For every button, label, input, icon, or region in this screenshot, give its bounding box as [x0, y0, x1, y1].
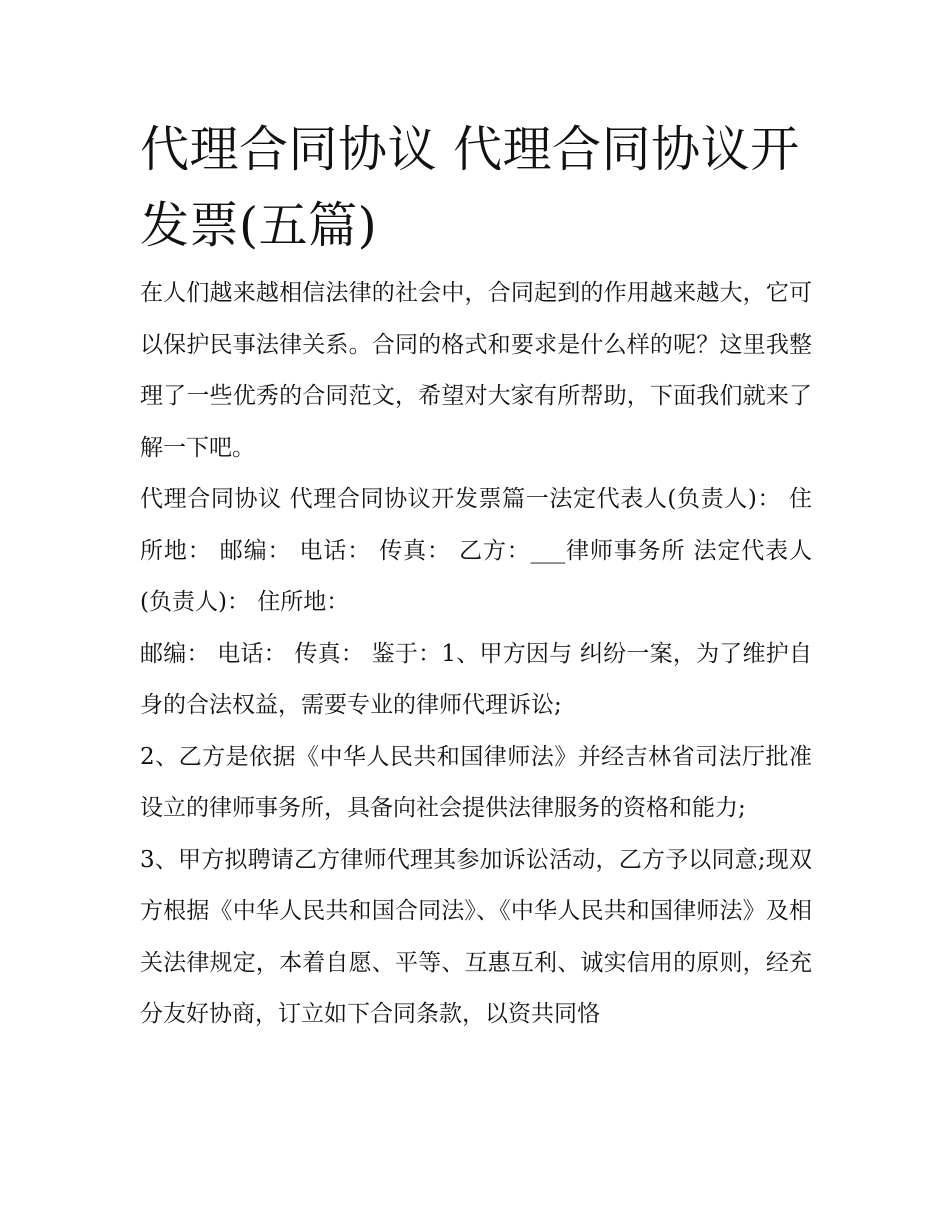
recital-paragraph-1: 邮编： 电话： 传真： 鉴于：1、甲方因与 纠纷一案，为了维护自身的合法权益，需要专业的律师代理诉讼; [140, 640, 812, 718]
recital-paragraph-3: 3、甲方拟聘请乙方律师代理其参加诉讼活动，乙方予以同意;现双方根据《中华人民共和国合同法》、《中华人民共和国律师法》及相关法律规定，本着自愿、平等、互惠互利、诚实信用的原则，经充分友好协商，订立如下合同条款，以资共同恪 [140, 846, 812, 1027]
recital-paragraph-2: 2、乙方是依据《中华人民共和国律师法》并经吉林省司法厅批准设立的律师事务所，具备向社会提供法律服务的资格和能力; [140, 743, 812, 821]
intro-paragraph: 在人们越来越相信法律的社会中，合同起到的作用越来越大，它可以保护民事法律关系。合同的格式和要求是什么样的呢？这里我整理了一些优秀的合同范文，希望对大家有所帮助，下面我们就来了解一下吧。 [140, 280, 812, 461]
party-info-paragraph: 代理合同协议 代理合同协议开发票篇一法定代表人(负责人)： 住所地： 邮编： 电话： 传真： 乙方：___律师事务所 法定代表人(负责人)： 住所地： [140, 486, 812, 615]
document-title: 代理合同协议 代理合同协议开发票(五篇) [140, 121, 800, 254]
document-body [140, 112, 812, 1041]
